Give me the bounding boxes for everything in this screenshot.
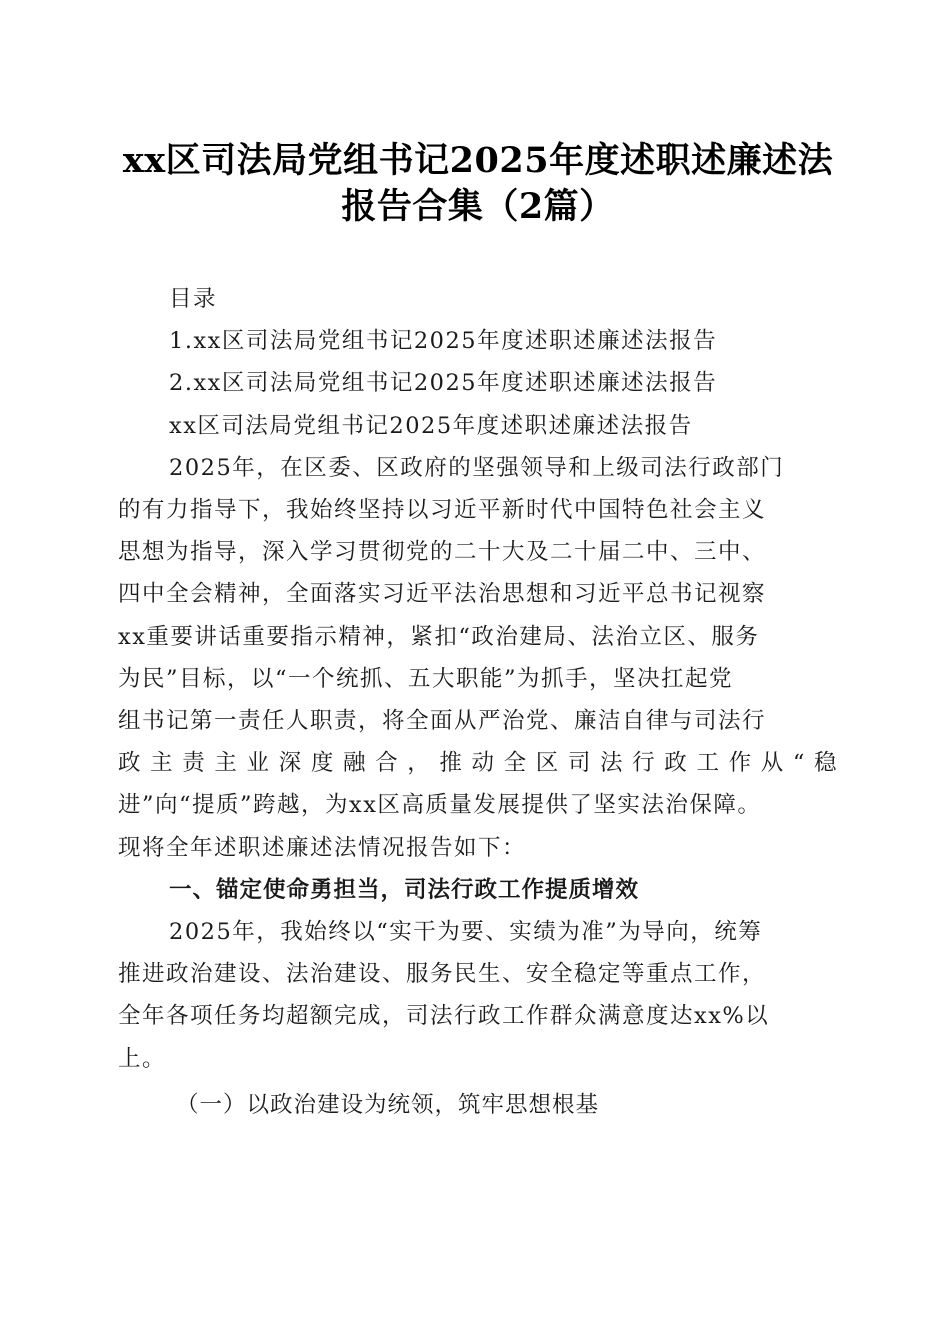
paragraph-line: 2025年，我始终以“实干为要、实绩为准”为导向，统筹 — [169, 919, 763, 946]
paragraph-line: 进”向“提质”跨越，为xx区高质量发展提供了坚实法治保障。 — [118, 792, 762, 819]
paragraph-line: 的有力指导下，我始终坚持以习近平新时代中国特色社会主义 — [118, 497, 767, 524]
intro-paragraph — [118, 447, 838, 869]
paragraph-line: 上。 — [118, 1045, 167, 1072]
document-page — [118, 138, 838, 1126]
document-title — [118, 138, 838, 230]
paragraph-line: 2025年，在区委、区政府的坚强领导和上级司法行政部门 — [169, 454, 785, 481]
report-title: xx区司法局党组书记2025年度述职述廉述法报告 — [169, 412, 693, 439]
title-line-1: xx区司法局党组书记2025年度述职述廉述法 — [122, 140, 834, 181]
paragraph-line: 组书记第一责任人职责，将全面从严治党、廉洁自律与司法行 — [118, 708, 767, 735]
paragraph-line: 现将全年述职述廉述法情况报告如下： — [118, 834, 527, 861]
document-body — [118, 278, 838, 1126]
section-heading-1: 一、锚定使命勇担当，司法行政工作提质增效 — [169, 876, 640, 903]
toc-item-2: 2.xx区司法局党组书记2025年度述职述廉述法报告 — [169, 370, 718, 397]
title-line-2: 报告合集（2篇） — [341, 186, 615, 227]
paragraph-line: xx重要讲话重要指示精神，紧扣“政治建局、法治立区、服务 — [118, 623, 760, 650]
paragraph-line: 思想为指导，深入学习贯彻党的二十大及二十届二中、三中、 — [118, 539, 767, 566]
section-1-paragraph — [118, 911, 838, 1080]
toc-item-1: 1.xx区司法局党组书记2025年度述职述廉述法报告 — [169, 328, 718, 355]
paragraph-line: 推进政治建设、法治建设、服务民生、安全稳定等重点工作， — [118, 961, 767, 988]
paragraph-line: 政主责主业深度融合，推动全区司法行政工作从“稳 — [118, 750, 838, 777]
paragraph-line: 全年各项任务均超额完成，司法行政工作群众满意度达xx%以 — [118, 1003, 770, 1030]
toc-label: 目录 — [169, 286, 218, 312]
paragraph-line: 为民”目标，以“一个统抓、五大职能”为抓手，坚决扛起党 — [118, 665, 734, 692]
subsection-heading-1: （一）以政治建设为统领，筑牢思想根基 — [176, 1091, 600, 1118]
paragraph-line: 四中全会精神，全面落实习近平法治思想和习近平总书记视察 — [118, 581, 767, 608]
